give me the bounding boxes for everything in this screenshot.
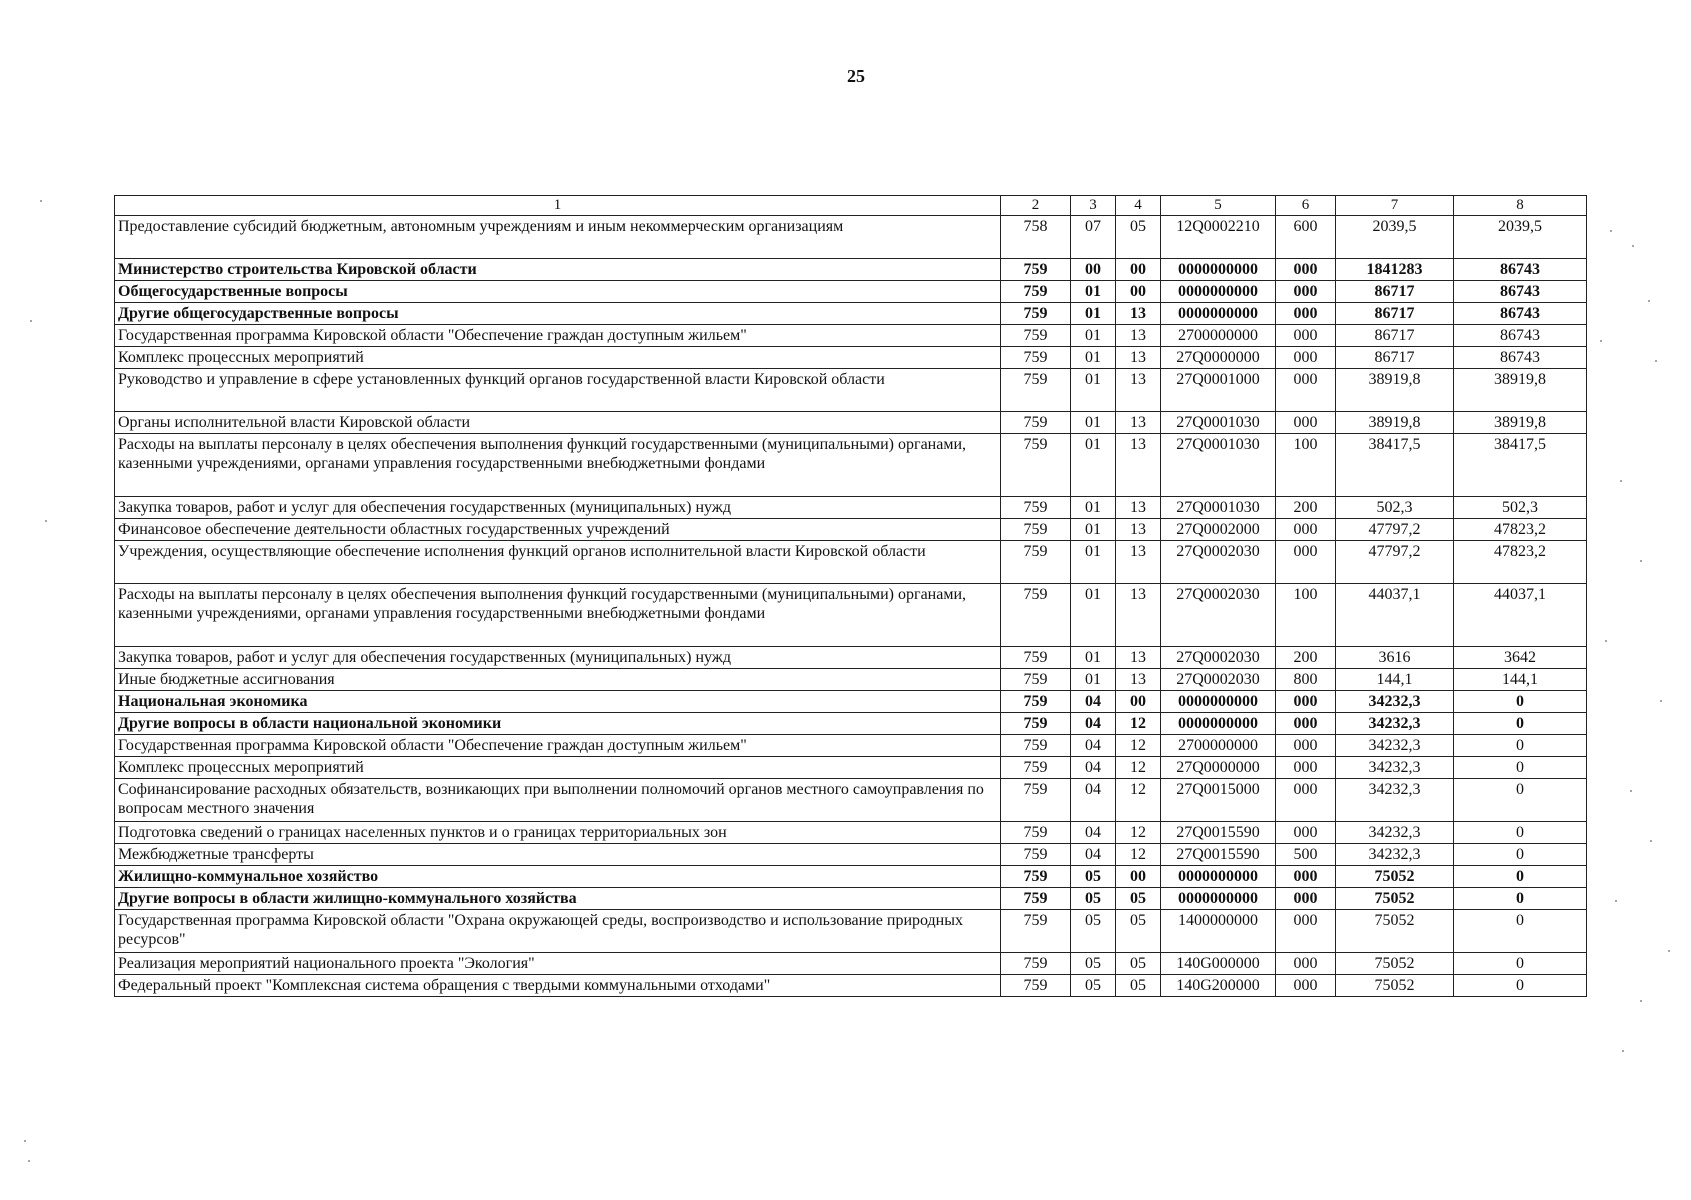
row-name-cell: Общегосударственные вопросы bbox=[115, 281, 1001, 303]
row-value-cell-c6: 800 bbox=[1276, 669, 1336, 691]
column-header: 5 bbox=[1161, 196, 1276, 216]
row-value-cell-c7: 34232,3 bbox=[1336, 735, 1454, 757]
row-name-cell: Другие вопросы в области национальной экономики bbox=[115, 713, 1001, 735]
table-row bbox=[115, 259, 1587, 281]
row-value-cell-c4: 13 bbox=[1116, 412, 1161, 434]
row-value-cell-c3: 01 bbox=[1071, 412, 1116, 434]
header-row bbox=[115, 196, 1587, 216]
row-name-cell: Государственная программа Кировской области "Охрана окружающей среды, воспроизводство и использование природных ресурсов" bbox=[115, 910, 1001, 953]
scan-speck bbox=[1668, 950, 1670, 952]
scan-speck bbox=[1622, 1050, 1624, 1052]
row-value-cell-c8: 0 bbox=[1454, 844, 1587, 866]
row-value-cell-c3: 04 bbox=[1071, 779, 1116, 822]
table-row bbox=[115, 584, 1587, 647]
row-value-cell-c2: 759 bbox=[1001, 910, 1071, 953]
row-value-cell-c7: 34232,3 bbox=[1336, 779, 1454, 822]
row-value-cell-c4: 05 bbox=[1116, 910, 1161, 953]
row-name-cell: Комплекс процессных мероприятий bbox=[115, 757, 1001, 779]
row-name-cell: Комплекс процессных мероприятий bbox=[115, 347, 1001, 369]
column-header: 1 bbox=[115, 196, 1001, 216]
row-value-cell-c7: 38919,8 bbox=[1336, 369, 1454, 412]
table-row bbox=[115, 325, 1587, 347]
column-header: 8 bbox=[1454, 196, 1587, 216]
row-value-cell-c8: 0 bbox=[1454, 888, 1587, 910]
row-value-cell-c4: 12 bbox=[1116, 844, 1161, 866]
row-value-cell-c4: 00 bbox=[1116, 259, 1161, 281]
row-value-cell-c2: 759 bbox=[1001, 822, 1071, 844]
row-value-cell-c3: 01 bbox=[1071, 519, 1116, 541]
row-value-cell-c3: 04 bbox=[1071, 735, 1116, 757]
row-value-cell-c3: 07 bbox=[1071, 216, 1116, 259]
row-value-cell-c5: 27Q0015000 bbox=[1161, 779, 1276, 822]
row-name-cell: Федеральный проект "Комплексная система обращения с твердыми коммунальными отходами" bbox=[115, 975, 1001, 997]
row-value-cell-c7: 75052 bbox=[1336, 888, 1454, 910]
row-value-cell-c5: 27Q0015590 bbox=[1161, 844, 1276, 866]
row-value-cell-c5: 27Q0001030 bbox=[1161, 434, 1276, 497]
row-name-cell: Финансовое обеспечение деятельности областных государственных учреждений bbox=[115, 519, 1001, 541]
row-value-cell-c4: 00 bbox=[1116, 866, 1161, 888]
table-row bbox=[115, 953, 1587, 975]
row-value-cell-c4: 13 bbox=[1116, 434, 1161, 497]
row-value-cell-c8: 38417,5 bbox=[1454, 434, 1587, 497]
row-value-cell-c2: 759 bbox=[1001, 669, 1071, 691]
row-value-cell-c7: 2039,5 bbox=[1336, 216, 1454, 259]
row-value-cell-c5: 27Q0015590 bbox=[1161, 822, 1276, 844]
scan-speck bbox=[40, 200, 42, 202]
row-value-cell-c3: 01 bbox=[1071, 434, 1116, 497]
row-value-cell-c5: 27Q0000000 bbox=[1161, 757, 1276, 779]
row-value-cell-c4: 12 bbox=[1116, 779, 1161, 822]
row-name-cell: Учреждения, осуществляющие обеспечение исполнения функций органов исполнительной власти Кировской области bbox=[115, 541, 1001, 584]
row-value-cell-c2: 759 bbox=[1001, 412, 1071, 434]
row-value-cell-c2: 759 bbox=[1001, 497, 1071, 519]
row-value-cell-c2: 759 bbox=[1001, 779, 1071, 822]
row-value-cell-c5: 140G000000 bbox=[1161, 953, 1276, 975]
row-value-cell-c4: 13 bbox=[1116, 325, 1161, 347]
table-row bbox=[115, 412, 1587, 434]
row-value-cell-c3: 00 bbox=[1071, 259, 1116, 281]
row-value-cell-c8: 0 bbox=[1454, 910, 1587, 953]
row-value-cell-c6: 000 bbox=[1276, 713, 1336, 735]
table-row bbox=[115, 866, 1587, 888]
row-value-cell-c5: 12Q0002210 bbox=[1161, 216, 1276, 259]
row-value-cell-c6: 000 bbox=[1276, 281, 1336, 303]
row-value-cell-c8: 0 bbox=[1454, 975, 1587, 997]
table-row bbox=[115, 216, 1587, 259]
table-row bbox=[115, 975, 1587, 997]
row-value-cell-c2: 759 bbox=[1001, 713, 1071, 735]
row-value-cell-c4: 13 bbox=[1116, 541, 1161, 584]
row-value-cell-c4: 13 bbox=[1116, 497, 1161, 519]
row-value-cell-c2: 758 bbox=[1001, 216, 1071, 259]
row-value-cell-c7: 47797,2 bbox=[1336, 519, 1454, 541]
scan-speck bbox=[1615, 900, 1617, 902]
row-name-cell: Другие общегосударственные вопросы bbox=[115, 303, 1001, 325]
row-value-cell-c8: 0 bbox=[1454, 735, 1587, 757]
row-value-cell-c5: 0000000000 bbox=[1161, 713, 1276, 735]
row-value-cell-c5: 0000000000 bbox=[1161, 259, 1276, 281]
row-value-cell-c6: 000 bbox=[1276, 953, 1336, 975]
row-value-cell-c3: 05 bbox=[1071, 910, 1116, 953]
table-row bbox=[115, 691, 1587, 713]
row-value-cell-c7: 86717 bbox=[1336, 303, 1454, 325]
row-value-cell-c4: 13 bbox=[1116, 669, 1161, 691]
table-row bbox=[115, 888, 1587, 910]
scan-speck bbox=[1660, 700, 1662, 702]
row-value-cell-c4: 05 bbox=[1116, 216, 1161, 259]
row-value-cell-c6: 500 bbox=[1276, 844, 1336, 866]
row-value-cell-c3: 01 bbox=[1071, 669, 1116, 691]
row-value-cell-c4: 13 bbox=[1116, 303, 1161, 325]
row-value-cell-c3: 04 bbox=[1071, 757, 1116, 779]
row-value-cell-c8: 0 bbox=[1454, 953, 1587, 975]
row-value-cell-c7: 34232,3 bbox=[1336, 691, 1454, 713]
scan-speck bbox=[24, 1140, 26, 1142]
table-row bbox=[115, 669, 1587, 691]
row-value-cell-c2: 759 bbox=[1001, 434, 1071, 497]
table-body bbox=[115, 216, 1587, 997]
row-value-cell-c8: 47823,2 bbox=[1454, 519, 1587, 541]
row-value-cell-c7: 144,1 bbox=[1336, 669, 1454, 691]
scan-speck bbox=[1620, 480, 1622, 482]
row-name-cell: Государственная программа Кировской области "Обеспечение граждан доступным жильем" bbox=[115, 325, 1001, 347]
page-number: 25 bbox=[847, 66, 865, 86]
column-header: 7 bbox=[1336, 196, 1454, 216]
table-row bbox=[115, 434, 1587, 497]
table-row bbox=[115, 541, 1587, 584]
row-value-cell-c5: 140G200000 bbox=[1161, 975, 1276, 997]
scan-speck bbox=[1610, 230, 1612, 232]
row-value-cell-c4: 13 bbox=[1116, 647, 1161, 669]
row-name-cell: Расходы на выплаты персоналу в целях обеспечения выполнения функций государственными (муниципальными) органами, казенными учреждениями, органами управления государственными внебюджетными фондами bbox=[115, 434, 1001, 497]
row-value-cell-c4: 12 bbox=[1116, 713, 1161, 735]
table-row bbox=[115, 844, 1587, 866]
row-value-cell-c4: 05 bbox=[1116, 975, 1161, 997]
row-value-cell-c4: 05 bbox=[1116, 953, 1161, 975]
row-name-cell: Межбюджетные трансферты bbox=[115, 844, 1001, 866]
row-value-cell-c3: 05 bbox=[1071, 953, 1116, 975]
scan-speck bbox=[1640, 1000, 1642, 1002]
row-value-cell-c3: 05 bbox=[1071, 866, 1116, 888]
row-value-cell-c2: 759 bbox=[1001, 975, 1071, 997]
row-value-cell-c2: 759 bbox=[1001, 541, 1071, 584]
row-value-cell-c2: 759 bbox=[1001, 735, 1071, 757]
column-header: 6 bbox=[1276, 196, 1336, 216]
row-value-cell-c6: 200 bbox=[1276, 647, 1336, 669]
row-value-cell-c6: 100 bbox=[1276, 584, 1336, 647]
row-value-cell-c8: 0 bbox=[1454, 757, 1587, 779]
row-value-cell-c6: 000 bbox=[1276, 779, 1336, 822]
budget-table bbox=[114, 195, 1587, 997]
row-value-cell-c8: 3642 bbox=[1454, 647, 1587, 669]
scan-speck bbox=[1655, 360, 1657, 362]
row-value-cell-c7: 86717 bbox=[1336, 281, 1454, 303]
row-value-cell-c7: 75052 bbox=[1336, 910, 1454, 953]
row-name-cell: Подготовка сведений о границах населенных пунктов и о границах территориальных зон bbox=[115, 822, 1001, 844]
column-header: 2 bbox=[1001, 196, 1071, 216]
row-name-cell: Расходы на выплаты персоналу в целях обеспечения выполнения функций государственными (муниципальными) органами, казенными учреждениями, органами управления государственными внебюджетными фондами bbox=[115, 584, 1001, 647]
row-name-cell: Закупка товаров, работ и услуг для обеспечения государственных (муниципальных) нужд bbox=[115, 497, 1001, 519]
row-value-cell-c4: 13 bbox=[1116, 369, 1161, 412]
row-value-cell-c7: 44037,1 bbox=[1336, 584, 1454, 647]
row-value-cell-c8: 38919,8 bbox=[1454, 412, 1587, 434]
row-value-cell-c8: 0 bbox=[1454, 779, 1587, 822]
table-row bbox=[115, 281, 1587, 303]
row-name-cell: Реализация мероприятий национального проекта "Экология" bbox=[115, 953, 1001, 975]
row-value-cell-c2: 759 bbox=[1001, 347, 1071, 369]
row-value-cell-c2: 759 bbox=[1001, 953, 1071, 975]
row-value-cell-c7: 34232,3 bbox=[1336, 757, 1454, 779]
table-row bbox=[115, 303, 1587, 325]
row-value-cell-c8: 0 bbox=[1454, 691, 1587, 713]
row-value-cell-c3: 04 bbox=[1071, 822, 1116, 844]
row-value-cell-c8: 144,1 bbox=[1454, 669, 1587, 691]
row-name-cell: Софинансирование расходных обязательств, возникающих при выполнении полномочий органов местного самоуправления по вопросам местного значения bbox=[115, 779, 1001, 822]
row-value-cell-c2: 759 bbox=[1001, 584, 1071, 647]
row-value-cell-c5: 2700000000 bbox=[1161, 325, 1276, 347]
table-row bbox=[115, 347, 1587, 369]
row-value-cell-c8: 86743 bbox=[1454, 259, 1587, 281]
row-value-cell-c3: 01 bbox=[1071, 325, 1116, 347]
row-value-cell-c8: 2039,5 bbox=[1454, 216, 1587, 259]
row-value-cell-c8: 38919,8 bbox=[1454, 369, 1587, 412]
row-value-cell-c8: 0 bbox=[1454, 866, 1587, 888]
scan-speck bbox=[28, 1160, 30, 1162]
column-header: 3 bbox=[1071, 196, 1116, 216]
scan-speck bbox=[30, 320, 32, 322]
row-value-cell-c5: 27Q0001000 bbox=[1161, 369, 1276, 412]
row-value-cell-c6: 600 bbox=[1276, 216, 1336, 259]
row-name-cell: Другие вопросы в области жилищно-коммунального хозяйства bbox=[115, 888, 1001, 910]
row-name-cell: Жилищно-коммунальное хозяйство bbox=[115, 866, 1001, 888]
row-value-cell-c5: 2700000000 bbox=[1161, 735, 1276, 757]
row-name-cell: Закупка товаров, работ и услуг для обеспечения государственных (муниципальных) нужд bbox=[115, 647, 1001, 669]
row-value-cell-c5: 0000000000 bbox=[1161, 888, 1276, 910]
row-name-cell: Предоставление субсидий бюджетным, автономным учреждениям и иным некоммерческим организациям bbox=[115, 216, 1001, 259]
row-value-cell-c4: 00 bbox=[1116, 691, 1161, 713]
row-value-cell-c6: 000 bbox=[1276, 888, 1336, 910]
row-value-cell-c2: 759 bbox=[1001, 303, 1071, 325]
row-value-cell-c5: 27Q0001030 bbox=[1161, 412, 1276, 434]
row-value-cell-c6: 000 bbox=[1276, 325, 1336, 347]
row-name-cell: Национальная экономика bbox=[115, 691, 1001, 713]
row-value-cell-c6: 000 bbox=[1276, 519, 1336, 541]
row-value-cell-c5: 27Q0002030 bbox=[1161, 669, 1276, 691]
row-value-cell-c4: 13 bbox=[1116, 347, 1161, 369]
row-value-cell-c5: 27Q0002030 bbox=[1161, 647, 1276, 669]
row-value-cell-c3: 04 bbox=[1071, 713, 1116, 735]
row-value-cell-c7: 1841283 bbox=[1336, 259, 1454, 281]
row-value-cell-c8: 86743 bbox=[1454, 303, 1587, 325]
row-value-cell-c3: 04 bbox=[1071, 691, 1116, 713]
table-row bbox=[115, 779, 1587, 822]
row-value-cell-c3: 01 bbox=[1071, 497, 1116, 519]
row-value-cell-c6: 000 bbox=[1276, 369, 1336, 412]
scan-speck bbox=[1648, 300, 1650, 302]
scan-speck bbox=[45, 520, 47, 522]
row-value-cell-c6: 000 bbox=[1276, 691, 1336, 713]
row-value-cell-c3: 01 bbox=[1071, 303, 1116, 325]
row-value-cell-c4: 13 bbox=[1116, 584, 1161, 647]
row-value-cell-c6: 200 bbox=[1276, 497, 1336, 519]
row-value-cell-c5: 27Q0001030 bbox=[1161, 497, 1276, 519]
row-value-cell-c7: 3616 bbox=[1336, 647, 1454, 669]
table-row bbox=[115, 910, 1587, 953]
table-row bbox=[115, 822, 1587, 844]
scan-speck bbox=[1640, 560, 1642, 562]
row-value-cell-c7: 502,3 bbox=[1336, 497, 1454, 519]
row-value-cell-c4: 12 bbox=[1116, 757, 1161, 779]
row-value-cell-c5: 0000000000 bbox=[1161, 281, 1276, 303]
row-value-cell-c6: 000 bbox=[1276, 347, 1336, 369]
row-value-cell-c2: 759 bbox=[1001, 757, 1071, 779]
row-value-cell-c7: 34232,3 bbox=[1336, 844, 1454, 866]
table-row bbox=[115, 735, 1587, 757]
row-value-cell-c5: 27Q0002030 bbox=[1161, 584, 1276, 647]
row-value-cell-c7: 34232,3 bbox=[1336, 713, 1454, 735]
row-value-cell-c2: 759 bbox=[1001, 369, 1071, 412]
row-value-cell-c7: 86717 bbox=[1336, 347, 1454, 369]
row-value-cell-c7: 38417,5 bbox=[1336, 434, 1454, 497]
row-value-cell-c7: 34232,3 bbox=[1336, 822, 1454, 844]
row-value-cell-c8: 0 bbox=[1454, 822, 1587, 844]
row-value-cell-c2: 759 bbox=[1001, 325, 1071, 347]
row-value-cell-c4: 00 bbox=[1116, 281, 1161, 303]
row-name-cell: Министерство строительства Кировской области bbox=[115, 259, 1001, 281]
row-value-cell-c2: 759 bbox=[1001, 281, 1071, 303]
row-value-cell-c8: 86743 bbox=[1454, 347, 1587, 369]
row-value-cell-c5: 1400000000 bbox=[1161, 910, 1276, 953]
row-name-cell: Государственная программа Кировской области "Обеспечение граждан доступным жильем" bbox=[115, 735, 1001, 757]
row-value-cell-c4: 12 bbox=[1116, 735, 1161, 757]
table-row bbox=[115, 497, 1587, 519]
row-name-cell: Органы исполнительной власти Кировской области bbox=[115, 412, 1001, 434]
row-name-cell: Иные бюджетные ассигнования bbox=[115, 669, 1001, 691]
row-value-cell-c5: 27Q0002000 bbox=[1161, 519, 1276, 541]
scan-speck bbox=[1630, 790, 1632, 792]
row-name-cell: Руководство и управление в сфере установленных функций органов государственной власти Кировской области bbox=[115, 369, 1001, 412]
row-value-cell-c4: 13 bbox=[1116, 519, 1161, 541]
row-value-cell-c8: 47823,2 bbox=[1454, 541, 1587, 584]
row-value-cell-c3: 01 bbox=[1071, 647, 1116, 669]
scan-speck bbox=[1632, 245, 1634, 247]
row-value-cell-c7: 47797,2 bbox=[1336, 541, 1454, 584]
row-value-cell-c6: 000 bbox=[1276, 822, 1336, 844]
row-value-cell-c4: 12 bbox=[1116, 822, 1161, 844]
row-value-cell-c6: 000 bbox=[1276, 866, 1336, 888]
row-value-cell-c5: 0000000000 bbox=[1161, 691, 1276, 713]
row-value-cell-c4: 05 bbox=[1116, 888, 1161, 910]
row-value-cell-c2: 759 bbox=[1001, 844, 1071, 866]
row-value-cell-c3: 04 bbox=[1071, 844, 1116, 866]
row-value-cell-c2: 759 bbox=[1001, 691, 1071, 713]
row-value-cell-c6: 000 bbox=[1276, 757, 1336, 779]
scan-speck bbox=[1605, 640, 1607, 642]
row-value-cell-c2: 759 bbox=[1001, 866, 1071, 888]
table-row bbox=[115, 713, 1587, 735]
row-value-cell-c5: 0000000000 bbox=[1161, 303, 1276, 325]
row-value-cell-c6: 100 bbox=[1276, 434, 1336, 497]
row-value-cell-c6: 000 bbox=[1276, 412, 1336, 434]
row-value-cell-c3: 01 bbox=[1071, 281, 1116, 303]
table-row bbox=[115, 647, 1587, 669]
row-value-cell-c3: 05 bbox=[1071, 975, 1116, 997]
row-value-cell-c7: 75052 bbox=[1336, 975, 1454, 997]
row-value-cell-c3: 01 bbox=[1071, 541, 1116, 584]
scan-speck bbox=[1600, 340, 1602, 342]
row-value-cell-c7: 75052 bbox=[1336, 866, 1454, 888]
row-value-cell-c3: 01 bbox=[1071, 347, 1116, 369]
row-value-cell-c3: 01 bbox=[1071, 584, 1116, 647]
row-value-cell-c8: 0 bbox=[1454, 713, 1587, 735]
row-value-cell-c6: 000 bbox=[1276, 259, 1336, 281]
row-value-cell-c6: 000 bbox=[1276, 541, 1336, 584]
row-value-cell-c7: 75052 bbox=[1336, 953, 1454, 975]
row-value-cell-c8: 502,3 bbox=[1454, 497, 1587, 519]
scan-speck bbox=[1650, 840, 1652, 842]
row-value-cell-c8: 86743 bbox=[1454, 281, 1587, 303]
row-value-cell-c8: 44037,1 bbox=[1454, 584, 1587, 647]
row-value-cell-c3: 01 bbox=[1071, 369, 1116, 412]
row-value-cell-c6: 000 bbox=[1276, 303, 1336, 325]
column-header: 4 bbox=[1116, 196, 1161, 216]
row-value-cell-c5: 27Q0002030 bbox=[1161, 541, 1276, 584]
row-value-cell-c6: 000 bbox=[1276, 910, 1336, 953]
row-value-cell-c2: 759 bbox=[1001, 647, 1071, 669]
row-value-cell-c7: 86717 bbox=[1336, 325, 1454, 347]
table-row bbox=[115, 519, 1587, 541]
row-value-cell-c2: 759 bbox=[1001, 259, 1071, 281]
row-value-cell-c5: 27Q0000000 bbox=[1161, 347, 1276, 369]
row-value-cell-c3: 05 bbox=[1071, 888, 1116, 910]
row-value-cell-c6: 000 bbox=[1276, 735, 1336, 757]
row-value-cell-c2: 759 bbox=[1001, 888, 1071, 910]
row-value-cell-c5: 0000000000 bbox=[1161, 866, 1276, 888]
row-value-cell-c6: 000 bbox=[1276, 975, 1336, 997]
row-value-cell-c8: 86743 bbox=[1454, 325, 1587, 347]
table-row bbox=[115, 369, 1587, 412]
row-value-cell-c7: 38919,8 bbox=[1336, 412, 1454, 434]
row-value-cell-c2: 759 bbox=[1001, 519, 1071, 541]
table-row bbox=[115, 757, 1587, 779]
